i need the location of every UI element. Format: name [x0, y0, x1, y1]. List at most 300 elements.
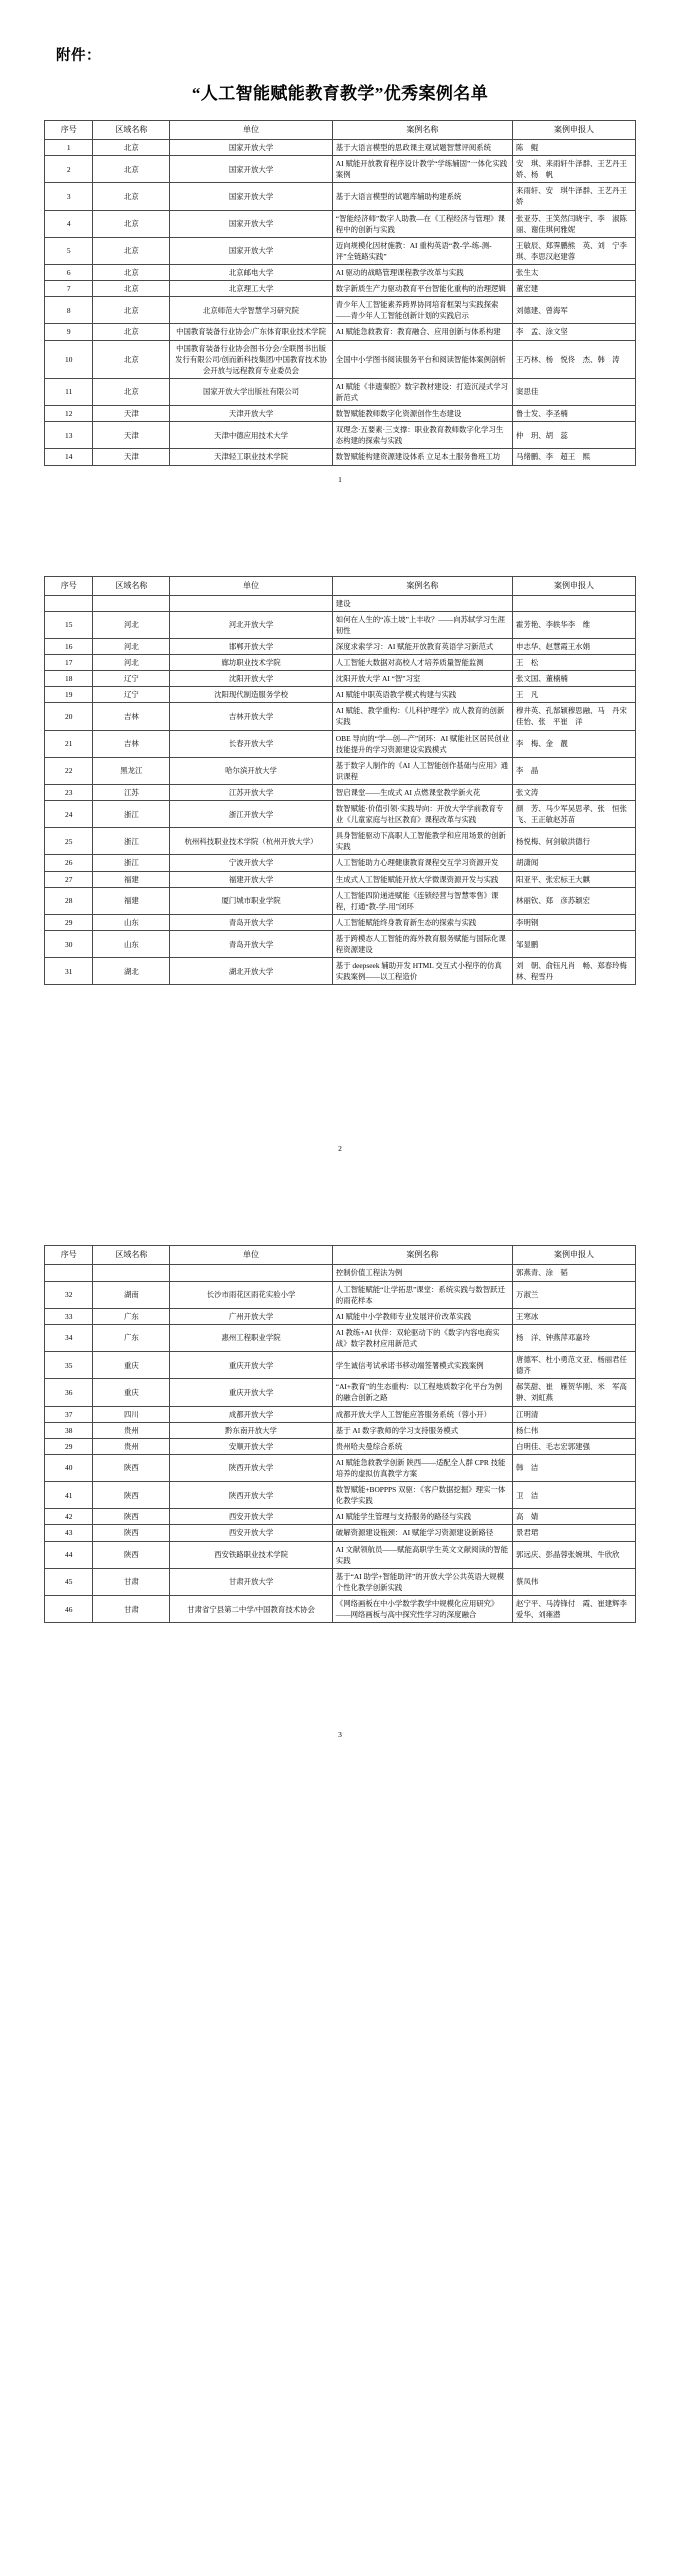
cell-region: 贵州 — [93, 1438, 170, 1454]
cell-region: 河北 — [93, 638, 170, 654]
table-row — [45, 340, 636, 378]
cell-applicant: 王 松 — [513, 654, 636, 670]
cell-applicant: 王巧林、杨 悦佟 杰、韩 涛 — [513, 340, 636, 378]
cell-unit: 沈阳现代制造服务学校 — [170, 687, 333, 703]
table-row — [45, 638, 636, 654]
cell-region: 甘肃 — [93, 1595, 170, 1622]
attachment-label: 附件： — [56, 48, 101, 64]
table-row — [45, 1525, 636, 1541]
cell-case: 成都开放大学人工智能应答服务系统（蓉小开） — [332, 1406, 512, 1422]
cell-unit: 天津轻工职业技术学院 — [170, 449, 333, 465]
cell-unit: 青岛开放大学 — [170, 931, 333, 958]
cell-index: 40 — [45, 1454, 93, 1481]
cell-case: 生成式人工智能赋能开放大学微课资源开发与实践 — [332, 871, 512, 887]
cell-applicant: 窦思佳 — [513, 378, 636, 405]
cell-index — [45, 595, 93, 611]
cell-case: “AI+教育”的生态重构：以工程地质数字化平台为例的融合创新之路 — [332, 1379, 512, 1406]
cell-index: 45 — [45, 1568, 93, 1595]
cell-unit: 国家开放大学 — [170, 210, 333, 237]
table-row — [45, 1568, 636, 1595]
table-row — [45, 281, 636, 297]
cell-case: AI 赋能中职英语教学模式构建与实践 — [332, 687, 512, 703]
table-body-page-2 — [45, 595, 636, 985]
cell-unit: 黔东南开放大学 — [170, 1422, 333, 1438]
page-title: “人工智能赋能教育教学”优秀案例名单 — [191, 84, 489, 103]
table-row — [45, 687, 636, 703]
cell-index — [45, 1265, 93, 1281]
cell-unit — [170, 1265, 333, 1281]
cell-index: 4 — [45, 210, 93, 237]
cell-unit: 国家开放大学出版社有限公司 — [170, 378, 333, 405]
cell-region: 浙江 — [93, 855, 170, 871]
cell-applicant: 白明佳、毛志宏郭建强 — [513, 1438, 636, 1454]
table-row — [45, 730, 636, 757]
cell-region: 广东 — [93, 1308, 170, 1324]
cell-unit: 天津中德应用技术大学 — [170, 422, 333, 449]
cell-case: “智能经济师”数字人助教—在《工程经济与管理》课程中的创新与实践 — [332, 210, 512, 237]
cell-unit: 长春开放大学 — [170, 730, 333, 757]
cell-region: 陕西 — [93, 1454, 170, 1481]
cell-unit: 甘肃省宁县第二中学/中国教育技术协会 — [170, 1595, 333, 1622]
table-row — [45, 1482, 636, 1509]
cell-index: 43 — [45, 1525, 93, 1541]
case-list-table-page-1 — [44, 120, 636, 466]
cell-unit: 厦门城市职业学院 — [170, 887, 333, 914]
case-list-table-page-3 — [44, 1245, 636, 1623]
document-page-2 — [0, 546, 680, 1154]
cell-unit: 北京师范大学智慧学习研究院 — [170, 297, 333, 324]
cell-unit: 甘肃开放大学 — [170, 1568, 333, 1595]
table-row — [45, 757, 636, 784]
table-row — [45, 422, 636, 449]
cell-region: 陕西 — [93, 1509, 170, 1525]
cell-unit: 杭州科技职业技术学院（杭州开放大学） — [170, 828, 333, 855]
cell-index: 41 — [45, 1482, 93, 1509]
cell-index: 23 — [45, 784, 93, 800]
cell-region: 江苏 — [93, 784, 170, 800]
cell-unit: 福建开放大学 — [170, 871, 333, 887]
page-number-3: 3 — [338, 1730, 342, 1740]
cell-case: 数字新质生产力驱动教育平台智能化重构的治理逻辑 — [332, 281, 512, 297]
cell-region: 贵州 — [93, 1422, 170, 1438]
cell-applicant: 王敏辰、郑霁鹏熊 英、刘 宁李 琪、李思汉赵建蓉 — [513, 237, 636, 264]
table-row — [45, 1281, 636, 1308]
cell-region: 吉林 — [93, 703, 170, 730]
cell-applicant: 郭燕青、涂 韬 — [513, 1265, 636, 1281]
cell-index: 22 — [45, 757, 93, 784]
cell-unit: 哈尔滨开放大学 — [170, 757, 333, 784]
table-row — [45, 1265, 636, 1281]
cell-index: 5 — [45, 237, 93, 264]
cell-index: 1 — [45, 140, 93, 156]
cell-unit: 浙江开放大学 — [170, 801, 333, 828]
column-header-region: 区域名称 — [93, 576, 170, 595]
cell-index: 2 — [45, 156, 93, 183]
cell-applicant: 李 晶 — [513, 757, 636, 784]
cell-region: 北京 — [93, 281, 170, 297]
cell-case: 全国中小学图书阅读服务平台和阅读智能体案例剖析 — [332, 340, 512, 378]
cell-case: 人工智能助力心理健康教育课程交互学习资源开发 — [332, 855, 512, 871]
cell-index: 46 — [45, 1595, 93, 1622]
cell-unit — [170, 595, 333, 611]
cell-region: 天津 — [93, 422, 170, 449]
cell-case: AI 赋能中小学教师专业发展评价改革实践 — [332, 1308, 512, 1324]
table-row — [45, 671, 636, 687]
cell-index: 20 — [45, 703, 93, 730]
column-header-index: 序号 — [45, 576, 93, 595]
cell-case: 基于跨模态人工智能的海外教育服务赋能与国际化课程资源建设 — [332, 931, 512, 958]
cell-case: 基于 deepseek 辅助开发 HTML 交互式小程序的仿真实践案例——以工程造价 — [332, 958, 512, 985]
cell-region: 辽宁 — [93, 671, 170, 687]
cell-index: 17 — [45, 654, 93, 670]
table-row — [45, 1308, 636, 1324]
cell-unit: 廊坊职业技术学院 — [170, 654, 333, 670]
cell-index: 44 — [45, 1541, 93, 1568]
cell-case: 迈向规模化因材施教：AI 重构英语“教-学-练-测-评”全链路实践” — [332, 237, 512, 264]
cell-case: 人工智能赋能终身教育新生态的探索与实践 — [332, 914, 512, 930]
cell-index: 15 — [45, 611, 93, 638]
cell-case: 人工智能大数据对高校人才培养质量智能监测 — [332, 654, 512, 670]
cell-unit: 安顺开放大学 — [170, 1438, 333, 1454]
cell-case: 如何在人生的“冻土坡”上丰收？——向苏轼学习生涯韧性 — [332, 611, 512, 638]
cell-case: 学生诚信考试承诺书移动端签署模式实践案例 — [332, 1352, 512, 1379]
cell-region: 重庆 — [93, 1379, 170, 1406]
table-row — [45, 237, 636, 264]
cell-applicant: 杨 洋、钟燕萍邓嘉玲 — [513, 1324, 636, 1351]
cell-region: 北京 — [93, 297, 170, 324]
cell-applicant: 霍芳艳、李轶华李 维 — [513, 611, 636, 638]
cell-region: 北京 — [93, 183, 170, 210]
table-row — [45, 654, 636, 670]
cell-index: 29 — [45, 1438, 93, 1454]
cell-unit: 陕西开放大学 — [170, 1454, 333, 1481]
cell-applicant: 刘 朝、俞钰凡肖 畅、郑春玲梅 林、程雪丹 — [513, 958, 636, 985]
cell-case: AI 教练+AI 伙伴：双轮驱动下的《数字内容电商实战》数字教材应用新范式 — [332, 1324, 512, 1351]
table-row — [45, 1324, 636, 1351]
cell-region: 重庆 — [93, 1352, 170, 1379]
cell-case: 智启课堂——生成式 AI 点燃课堂教学新火花 — [332, 784, 512, 800]
table-body-page-3 — [45, 1265, 636, 1623]
cell-region: 河北 — [93, 654, 170, 670]
page-number-2: 2 — [338, 1144, 342, 1154]
cell-applicant: 杨仁伟 — [513, 1422, 636, 1438]
cell-index: 29 — [45, 914, 93, 930]
table-row — [45, 183, 636, 210]
cell-region: 湖南 — [93, 1281, 170, 1308]
table-row — [45, 140, 636, 156]
cell-applicant: 张文涛 — [513, 784, 636, 800]
cell-applicant: 马绪鹏、李 超王 熙 — [513, 449, 636, 465]
cell-case: AI 赋能急救教育：教育融合、应用创新与体系构建 — [332, 324, 512, 340]
cell-applicant: 陈 鲲 — [513, 140, 636, 156]
cell-region: 陕西 — [93, 1525, 170, 1541]
cell-index: 8 — [45, 297, 93, 324]
cell-applicant: 王寒冰 — [513, 1308, 636, 1324]
column-header-applicant: 案例申报人 — [513, 1246, 636, 1265]
cell-unit: 广州开放大学 — [170, 1308, 333, 1324]
cell-region: 浙江 — [93, 828, 170, 855]
table-row — [45, 1422, 636, 1438]
cell-region: 北京 — [93, 378, 170, 405]
table-row — [45, 210, 636, 237]
table-row — [45, 958, 636, 985]
cell-case: 基于数字人制作的《AI 人工智能创作基础与应用》通识课程 — [332, 757, 512, 784]
cell-applicant: 江明清 — [513, 1406, 636, 1422]
cell-unit: 国家开放大学 — [170, 183, 333, 210]
cell-region: 北京 — [93, 264, 170, 280]
cell-case: 数智赋能+BOPPPS 双驱：《客户数据挖掘》理实一体化教学实践 — [332, 1482, 512, 1509]
cell-region: 甘肃 — [93, 1568, 170, 1595]
cell-index: 11 — [45, 378, 93, 405]
cell-region: 山东 — [93, 914, 170, 930]
cell-index: 16 — [45, 638, 93, 654]
cell-case: 数智赋能构建资源建设体系 立足本土服务鲁班工坊 — [332, 449, 512, 465]
cell-applicant: 邹显鹏 — [513, 931, 636, 958]
table-row — [45, 1541, 636, 1568]
cell-region: 北京 — [93, 340, 170, 378]
cell-unit: 河北开放大学 — [170, 611, 333, 638]
cell-unit: 邯郸开放大学 — [170, 638, 333, 654]
cell-case: 具身智能驱动下高职人工智能教学和应用场景的创新实践 — [332, 828, 512, 855]
case-list-table-page-2 — [44, 576, 636, 986]
cell-applicant: 王 凡 — [513, 687, 636, 703]
table-row — [45, 1454, 636, 1481]
cell-case: 人工智能四阶递进赋能《连锁经营与智慧零售》课程，打通“教-学-用”闭环 — [332, 887, 512, 914]
table-header-row — [45, 1246, 636, 1265]
cell-applicant: 郝笑甜、崔 雁贺华刚、米 军高 翀、刘虹燕 — [513, 1379, 636, 1406]
page-number-1: 1 — [338, 474, 342, 484]
cell-index: 33 — [45, 1308, 93, 1324]
cell-applicant: 高 婧 — [513, 1509, 636, 1525]
cell-index: 38 — [45, 1422, 93, 1438]
cell-index: 6 — [45, 264, 93, 280]
table-row — [45, 378, 636, 405]
cell-unit: 中国教育装备行业协会图书分会/全联图书出版发行有限公司/创而新科技集团/中国教育技术协会开放与远程教育专业委员会 — [170, 340, 333, 378]
cell-unit: 成都开放大学 — [170, 1406, 333, 1422]
cell-index: 27 — [45, 871, 93, 887]
column-header-region: 区域名称 — [93, 121, 170, 140]
column-header-case: 案例名称 — [332, 1246, 512, 1265]
table-row — [45, 595, 636, 611]
table-row — [45, 1379, 636, 1406]
cell-unit: 北京理工大学 — [170, 281, 333, 297]
column-header-unit: 单位 — [170, 576, 333, 595]
cell-case: 基于“AI 助学+智能助评”的开放大学公共英语大规模个性化教学创新实践 — [332, 1568, 512, 1595]
cell-region: 北京 — [93, 156, 170, 183]
cell-index: 24 — [45, 801, 93, 828]
cell-region: 北京 — [93, 237, 170, 264]
table-row — [45, 1438, 636, 1454]
table-row — [45, 931, 636, 958]
column-header-case: 案例名称 — [332, 121, 512, 140]
column-header-index: 序号 — [45, 1246, 93, 1265]
cell-unit: 青岛开放大学 — [170, 914, 333, 930]
cell-unit: 湖北开放大学 — [170, 958, 333, 985]
cell-unit: 北京邮电大学 — [170, 264, 333, 280]
cell-case: 双理念·五要素·三支撑：职业教育教师数字化学习生态构建的探索与实践 — [332, 422, 512, 449]
cell-applicant: 颜 芳、马少军吴思孝、张 恒张 飞、王正敏赵苏苗 — [513, 801, 636, 828]
table-row — [45, 156, 636, 183]
cell-applicant: 张文国、董楠楠 — [513, 671, 636, 687]
table-row — [45, 264, 636, 280]
cell-region: 山东 — [93, 931, 170, 958]
table-row — [45, 406, 636, 422]
cell-case: 数智赋能·价值引领·实践导向：开放大学学前教育专业《儿童家庭与社区教育》课程改革与实践 — [332, 801, 512, 828]
cell-applicant: 李明钢 — [513, 914, 636, 930]
cell-applicant: 张亚芬、王笑然闫晓宇、李 淑陈 丽、谢佳琪何雅妮 — [513, 210, 636, 237]
table-row — [45, 611, 636, 638]
cell-case: 《网络画板在中小学数学教学中规模化应用研究》——网络画板与高中探究性学习的深度融合 — [332, 1595, 512, 1622]
cell-region — [93, 595, 170, 611]
cell-region: 陕西 — [93, 1541, 170, 1568]
cell-case: OBE 导向的“学—创—产”闭环：AI 赋能社区居民创业技能提升的学习资源建设实践模式 — [332, 730, 512, 757]
cell-case: 数智赋能教师数字化资源创作生态建设 — [332, 406, 512, 422]
column-header-unit: 单位 — [170, 1246, 333, 1265]
table-row — [45, 855, 636, 871]
column-header-applicant: 案例申报人 — [513, 576, 636, 595]
cell-region — [93, 1265, 170, 1281]
cell-applicant: 刘德建、曾海军 — [513, 297, 636, 324]
cell-applicant: 来雨轩、安 琪牛泽群、王艺丹王 娇 — [513, 183, 636, 210]
cell-case: AI 赋能《非遗秦腔》数字教材建设：打造沉浸式学习新范式 — [332, 378, 512, 405]
cell-applicant: 赵宁平、马涛锋付 霞、崔建辉李爱华、刘雍潜 — [513, 1595, 636, 1622]
cell-applicant: 林丽钦、郑 彦苏颖宏 — [513, 887, 636, 914]
cell-unit: 重庆开放大学 — [170, 1379, 333, 1406]
cell-applicant: 鲁士发、李圣楠 — [513, 406, 636, 422]
cell-region: 广东 — [93, 1324, 170, 1351]
cell-case: AI 赋能急救教学创新 陕西——适配全人群 CPR 技能培养的虚拟仿真教学方案 — [332, 1454, 512, 1481]
table-row — [45, 703, 636, 730]
cell-applicant: 景君珺 — [513, 1525, 636, 1541]
cell-region: 北京 — [93, 140, 170, 156]
cell-applicant: 蔡凤伟 — [513, 1568, 636, 1595]
cell-applicant: 李 孟、涂文坚 — [513, 324, 636, 340]
cell-unit: 吉林开放大学 — [170, 703, 333, 730]
table-row — [45, 1509, 636, 1525]
cell-unit: 国家开放大学 — [170, 140, 333, 156]
cell-unit: 西安开放大学 — [170, 1509, 333, 1525]
cell-applicant: 郭远庆、彭晶蓉张婉琪、牛欣欣 — [513, 1541, 636, 1568]
table-body-page-1 — [45, 140, 636, 466]
cell-region: 湖北 — [93, 958, 170, 985]
cell-index: 26 — [45, 855, 93, 871]
column-header-region: 区域名称 — [93, 1246, 170, 1265]
cell-region: 陕西 — [93, 1482, 170, 1509]
cell-unit: 惠州工程职业学院 — [170, 1324, 333, 1351]
cell-applicant: 张生太 — [513, 264, 636, 280]
cell-applicant: 胡潇闻 — [513, 855, 636, 871]
cell-region: 浙江 — [93, 801, 170, 828]
cell-case: 深度求索学习：AI 赋能开放教育英语学习新范式 — [332, 638, 512, 654]
cell-case: 人工智能赋能“让学拓思”课堂：系统实践与数智跃迁的雨花样本 — [332, 1281, 512, 1308]
cell-unit: 陕西开放大学 — [170, 1482, 333, 1509]
cell-applicant: 万淑兰 — [513, 1281, 636, 1308]
cell-applicant: 阳亚平、张宏标王大麒 — [513, 871, 636, 887]
cell-region: 辽宁 — [93, 687, 170, 703]
cell-index: 12 — [45, 406, 93, 422]
cell-index: 14 — [45, 449, 93, 465]
cell-region: 河北 — [93, 611, 170, 638]
cell-unit: 宁波开放大学 — [170, 855, 333, 871]
cell-index: 10 — [45, 340, 93, 378]
cell-index: 13 — [45, 422, 93, 449]
cell-case: 控制价值工程法为例 — [332, 1265, 512, 1281]
table-row — [45, 914, 636, 930]
cell-applicant: 卫 洁 — [513, 1482, 636, 1509]
cell-index: 9 — [45, 324, 93, 340]
cell-index: 31 — [45, 958, 93, 985]
cell-index: 19 — [45, 687, 93, 703]
cell-case: 建设 — [332, 595, 512, 611]
cell-index: 34 — [45, 1324, 93, 1351]
cell-unit: 国家开放大学 — [170, 237, 333, 264]
cell-case: AI 驱动的战略管理课程教学改革与实践 — [332, 264, 512, 280]
cell-case: 沈阳开放大学 AI “智”习室 — [332, 671, 512, 687]
table-header-row — [45, 121, 636, 140]
table-row — [45, 887, 636, 914]
table-row — [45, 1595, 636, 1622]
cell-unit: 西安开放大学 — [170, 1525, 333, 1541]
column-header-case: 案例名称 — [332, 576, 512, 595]
cell-applicant: 杨悦梅、何剑敏洪德行 — [513, 828, 636, 855]
cell-unit: 沈阳开放大学 — [170, 671, 333, 687]
cell-case: 破解资源建设瓶颈：AI 赋能学习资源建设新路径 — [332, 1525, 512, 1541]
cell-region: 四川 — [93, 1406, 170, 1422]
cell-region: 北京 — [93, 210, 170, 237]
cell-index: 36 — [45, 1379, 93, 1406]
cell-index: 3 — [45, 183, 93, 210]
cell-applicant: 董宏建 — [513, 281, 636, 297]
cell-region: 天津 — [93, 406, 170, 422]
column-header-applicant: 案例申报人 — [513, 121, 636, 140]
table-row — [45, 297, 636, 324]
table-row — [45, 801, 636, 828]
table-row — [45, 828, 636, 855]
table-header-row — [45, 576, 636, 595]
cell-case: 基于大语言模型的试题库辅助构建系统 — [332, 183, 512, 210]
cell-applicant: 仲 玥、胡 蕊 — [513, 422, 636, 449]
cell-index: 30 — [45, 931, 93, 958]
cell-region: 福建 — [93, 871, 170, 887]
column-header-unit: 单位 — [170, 121, 333, 140]
cell-unit: 江苏开放大学 — [170, 784, 333, 800]
column-header-index: 序号 — [45, 121, 93, 140]
cell-index: 21 — [45, 730, 93, 757]
table-row — [45, 871, 636, 887]
cell-case: AI 赋能开放教育程序设计教学“学练辅固”一体化实践案例 — [332, 156, 512, 183]
cell-case: 基于 AI 数字教师的学习支持服务模式 — [332, 1422, 512, 1438]
cell-index: 42 — [45, 1509, 93, 1525]
cell-region: 吉林 — [93, 730, 170, 757]
cell-unit: 重庆开放大学 — [170, 1352, 333, 1379]
cell-index: 32 — [45, 1281, 93, 1308]
cell-applicant: 申志华、赵慧霞王水娟 — [513, 638, 636, 654]
cell-applicant: 安 琪、来雨轩牛泽群、王艺丹王 娇、杨 帆 — [513, 156, 636, 183]
document-page-3 — [0, 1215, 680, 1739]
cell-index: 37 — [45, 1406, 93, 1422]
cell-unit: 西安铁路职业技术学院 — [170, 1541, 333, 1568]
table-row — [45, 324, 636, 340]
cell-case: AI 赋能学生管理与支持服务的路径与实践 — [332, 1509, 512, 1525]
cell-index: 28 — [45, 887, 93, 914]
cell-index: 35 — [45, 1352, 93, 1379]
cell-region: 北京 — [93, 324, 170, 340]
cell-applicant: 唐德军、杜小勇范文亚、杨丽君任德齐 — [513, 1352, 636, 1379]
cell-region: 福建 — [93, 887, 170, 914]
cell-region: 天津 — [93, 449, 170, 465]
cell-unit: 长沙市雨花区雨花实验小学 — [170, 1281, 333, 1308]
cell-unit: 国家开放大学 — [170, 156, 333, 183]
